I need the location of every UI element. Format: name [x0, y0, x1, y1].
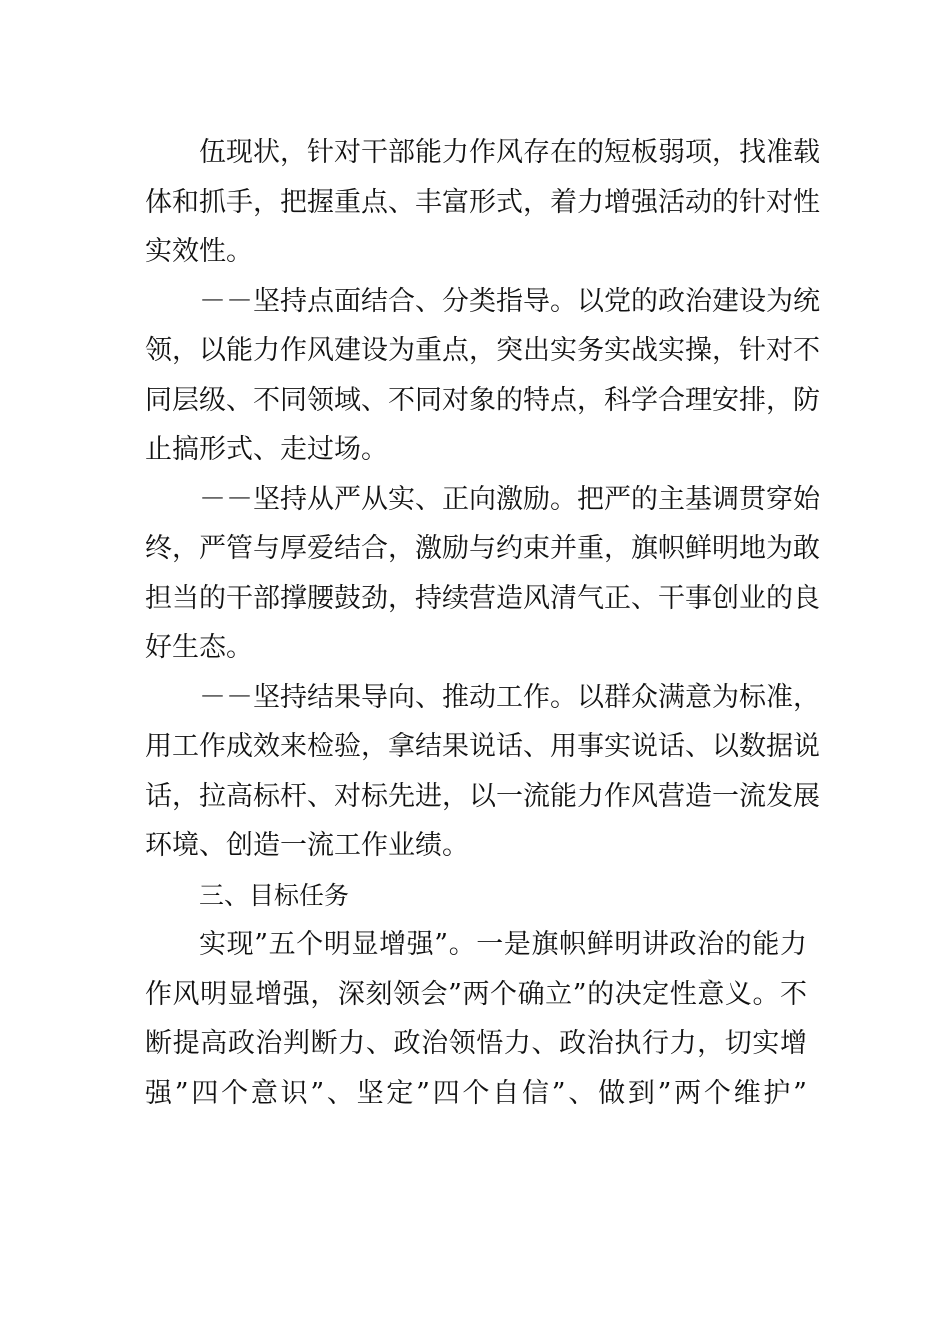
text-line: －－坚持从严从实、正向激励。把严的主基调贯穿始: [199, 483, 820, 515]
paragraph-4: [145, 673, 820, 871]
paragraph-1: [145, 128, 820, 277]
text-line: 强”四个意识”、坚定”四个自信”、做到”两个维护”: [145, 1077, 807, 1109]
text-line: －－坚持点面结合、分类指导。以党的政治建设为统: [199, 285, 820, 317]
text-line: 担当的干部撑腰鼓劲，持续营造风清气正、干事创业的良: [145, 582, 820, 614]
text-line: 断提高政治判断力、政治领悟力、政治执行力，切实增: [145, 1028, 807, 1059]
section-heading: 三、目标任务: [199, 880, 350, 910]
text-line: 止搞形式、走过场。: [145, 434, 388, 465]
text-line: 用工作成效来检验，拿结果说话、用事实说话、以数据说: [145, 731, 820, 762]
paragraph-5: [145, 920, 807, 1118]
paragraph-3: [145, 475, 820, 673]
text-line: －－坚持结果导向、推动工作。以群众满意为标准，: [199, 681, 820, 713]
text-line: 环境、创造一流工作业绩。: [145, 830, 469, 861]
text-line: 终，严管与厚爱结合，激励与约束并重，旗帜鲜明地为敢: [145, 533, 820, 564]
text-line: 领，以能力作风建设为重点，突出实务实战实操，针对不: [145, 335, 820, 366]
text-line: 实效性。: [145, 236, 253, 267]
document-body: [145, 128, 820, 1118]
text-line: 伍现状，针对干部能力作风存在的短板弱项，找准载: [199, 137, 820, 168]
paragraph-2: [145, 277, 820, 475]
text-line: 实现”五个明显增强”。一是旗帜鲜明讲政治的能力: [199, 929, 807, 960]
text-line: 同层级、不同领域、不同对象的特点，科学合理安排，防: [145, 384, 820, 416]
text-line: 作风明显增强，深刻领会”两个确立”的决定性意义。不: [145, 978, 807, 1010]
text-line: 体和抓手，把握重点、丰富形式，着力增强活动的针对性: [145, 186, 820, 218]
text-line: 话，拉高标杆、对标先进，以一流能力作风营造一流发展: [145, 780, 820, 812]
text-line: 好生态。: [145, 632, 253, 663]
